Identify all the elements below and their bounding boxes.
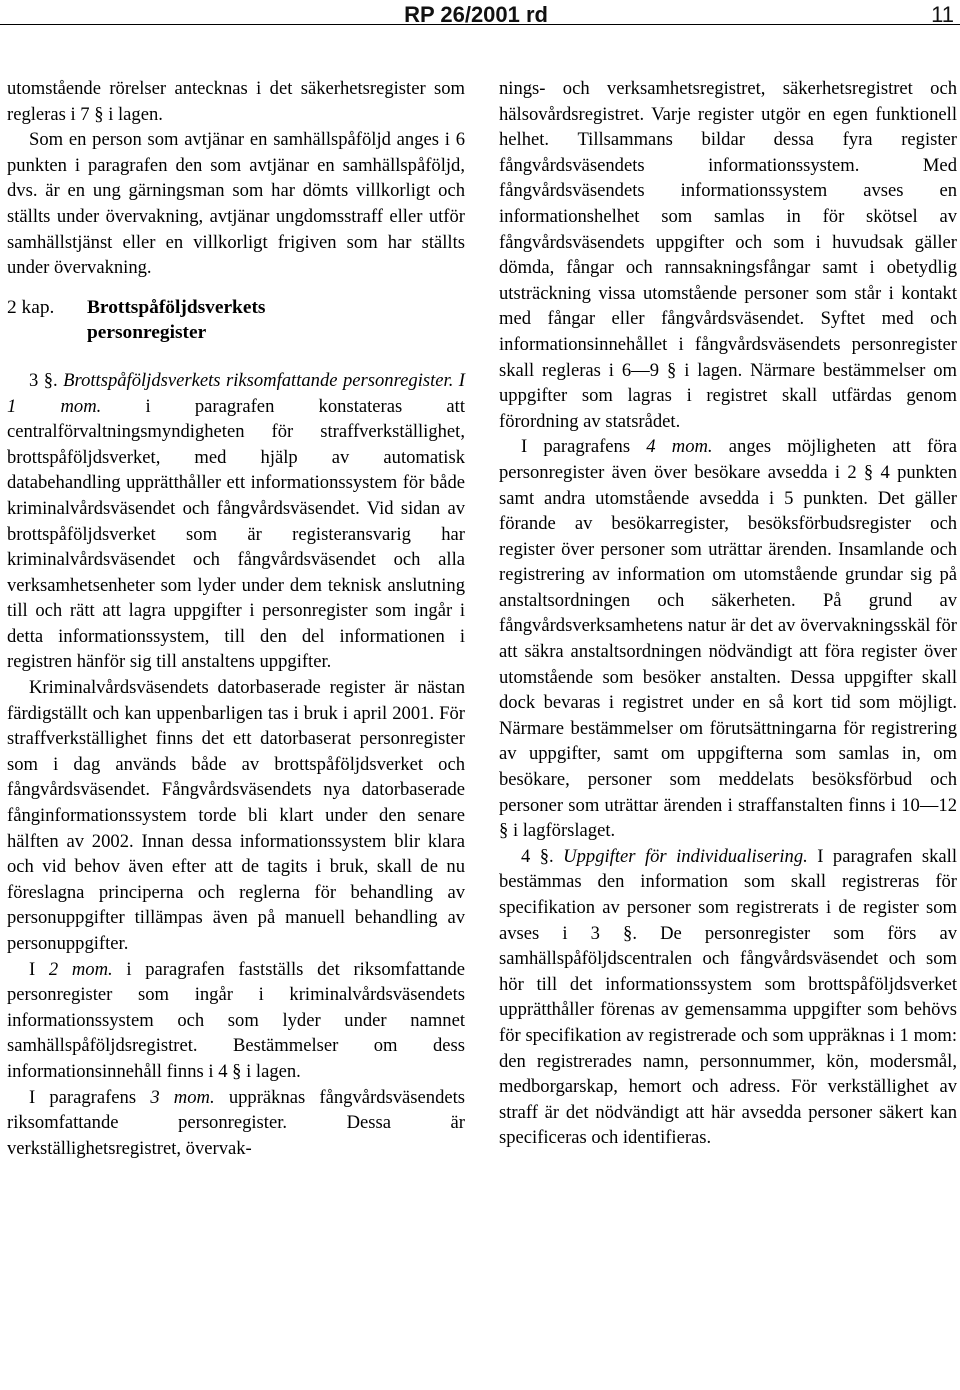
- section-3-heading: Brottspåföljdsverkets riksomfattande personregister. I 1 mom.: [7, 369, 465, 417]
- page-header: [0, 0, 960, 25]
- paragraph-4-mom-lead: I paragrafens: [521, 436, 631, 458]
- section-4-paragraph: [499, 844, 957, 1151]
- paragraph-2-mom: [7, 957, 465, 1085]
- paragraph-fangvard-continued: nings- och verksamhetsregistret, säkerhetsregistret och hälsovårdsregistret. Varje register utgör en egen funktionell helhet. Tillsammans bildar dessa fyra register fångvårdsväsendets informationssystem. Med fångvårdsväsendets informationssystem avses en informationshelhet som samlas in för skötsel av fångvårdsväsendets uppgifter och som i huvudsak gäller dömda, fångar och rannsakningsfångar samt i obetydlig utsträckning vissa utomstående personer som står i kontakt med fångar eller fångvårdsväsendet. Syftet med och informationsinnehållet i fångvårdsväsendets personregister skall regleras i 6—9 § i lagen. Närmare bestämmelser om uppgifter som lagras i registret skall utfärdas genom förordning av statsrådet.: [499, 78, 957, 432]
- chapter-label: 2 kap.: [7, 296, 55, 318]
- paragraph-2-mom-lead: I: [29, 958, 36, 980]
- moment-2-ref: 2 mom.: [48, 958, 113, 980]
- paragraph-2-mom-body: i paragrafen fastställs det riksomfattande personregister som ingår i kriminalvårdsväsendets informationssystem och som lyder under namnet samhällspåföljdsregistret. Bestämmelser om dess informationsinnehåll finns i 4 § i lagen.: [7, 958, 466, 1082]
- section-4-heading: Uppgifter för individualisering.: [563, 845, 808, 867]
- paragraph-kriminalvard: Kriminalvårdsväsendets datorbaserade register är nästan färdigställt och kan uppenbarligen tas i bruk i april 2001. För straffverkställighet finns det ett datorbaserat personregister som i dag används både av brottspåföljdsverket och fångvårdsväsendet. Fångvårdsväsendets nya datorbaserade fånginformationssystem torde bli klart under den senare hälften av 2002. Innan dessa informationssystem blir klara och vid behov även efter att de tagits i bruk, skall de nu föreslagna principerna och reglerna för behandling av personuppgifter tillämpas även på manuell behandling av personuppgifter.: [7, 677, 465, 954]
- moment-3-ref: 3 mom.: [150, 1086, 215, 1108]
- section-4-body: I paragrafen skall bestämmas den information som skall registreras för specifikation av personer som registrerats i de register som avses i 3 §. De personregister som förs av samhällspåföljdscentralen och fångvårdsväsendet och som hör till det informationssystem som brottspåföljdsverket upprätthåller förenas av gemensamma uppgifter som behövs för specifikation av registrerade och som uppräknas i 1 mom: den registrerades namn, personnummer, kön, modersmål, medborgarskap, hemort och adress. För verkställighet av straff är det nödvändigt att här avsedda personer säkert kan specificeras och identifieras.: [499, 845, 957, 1149]
- paragraph-3-mom-lead: I paragrafens: [29, 1086, 137, 1108]
- chapter-heading: [7, 295, 465, 346]
- section-3-paragraph: [7, 368, 465, 675]
- paragraph-3-mom-body: uppräknas fångvårdsväsendets riksomfattande personregister. Dessa är verkställighetsregistret, övervak-: [7, 1086, 466, 1159]
- page-number: 11: [931, 2, 954, 27]
- paragraph-3-mom: [7, 1085, 465, 1162]
- section-4-number: 4 §.: [521, 845, 554, 867]
- moment-4-ref: 4 mom.: [646, 436, 713, 458]
- paragraph-samhallspafoljd: Som en person som avtjänar en samhällspåföljd anges i 6 punkten i paragrafen den som avtjänar en samhällspåföljd, dvs. är en ung gärningsman som har dömts villkorligt och ställts under övervakning, avtjänar ungdomsstraff eller utför samhällstjänst eller en villkorligt frigiven som har ställts under övervakning.: [7, 129, 465, 279]
- right-column: [499, 76, 957, 1151]
- left-column: [7, 76, 465, 1161]
- document-reference: RP 26/2001 rd: [404, 2, 548, 27]
- paragraph-continued: utomstående rörelser antecknas i det säkerhetsregister som regleras i 7 § i lagen.: [7, 78, 465, 125]
- section-3-body: i paragrafen konstateras att centralförvaltningsmyndigheten för straffverkställighet, brottspåföljdsverket, med hjälp av automatisk databehandling upprätthåller ett informationssystem för både kriminalvårdsväsendet och fångvårdsväsendet. Vid sidan av brottspåföljdsverket som är registeransvarig har kriminalvårdsväsendet och fångvårdsväsendet och alla verksamhetsenheter som lyder under dem teknisk anslutning till och rätt att lagra uppgifter i personregister som ingår i detta informationssystem, till den del informationen i registren hänför sig till anstaltens uppgifter.: [7, 395, 465, 673]
- paragraph-4-mom: [499, 434, 957, 844]
- section-3-number: 3 §.: [29, 369, 58, 391]
- chapter-title: Brottspåföljdsverkets personregister: [87, 296, 266, 344]
- paragraph-4-mom-body: anges möjligheten att föra personregister även över besökare avsedda i 2 § 4 punkten samt andra utomstående avsedda i 5 punkten. Det gäller förande av besökarregister, besöksförbudsregister och register över personer som uträttar ärenden. Insamlande och registrering av information om utomstående grundar sig på anstaltsordningen och säkerheten. På grund av fångvårdsverksamhetens natur är det av övervakningsskäl för att säkra anstaltsordningen nödvändigt att föra register över utomstående som besöker anstalten. Dessa uppgifter skall dock bevaras i registret under en så kort tid som möjligt. Närmare bestämmelser om förutsättningarna för registrering av uppgifter, samt om uppgifterna som samlas in, om besökare, personer som meddelats besöksförbud och personer som uträttar ärenden i straffanstalten finns i 10—12 § i lagförslaget.: [499, 436, 957, 842]
